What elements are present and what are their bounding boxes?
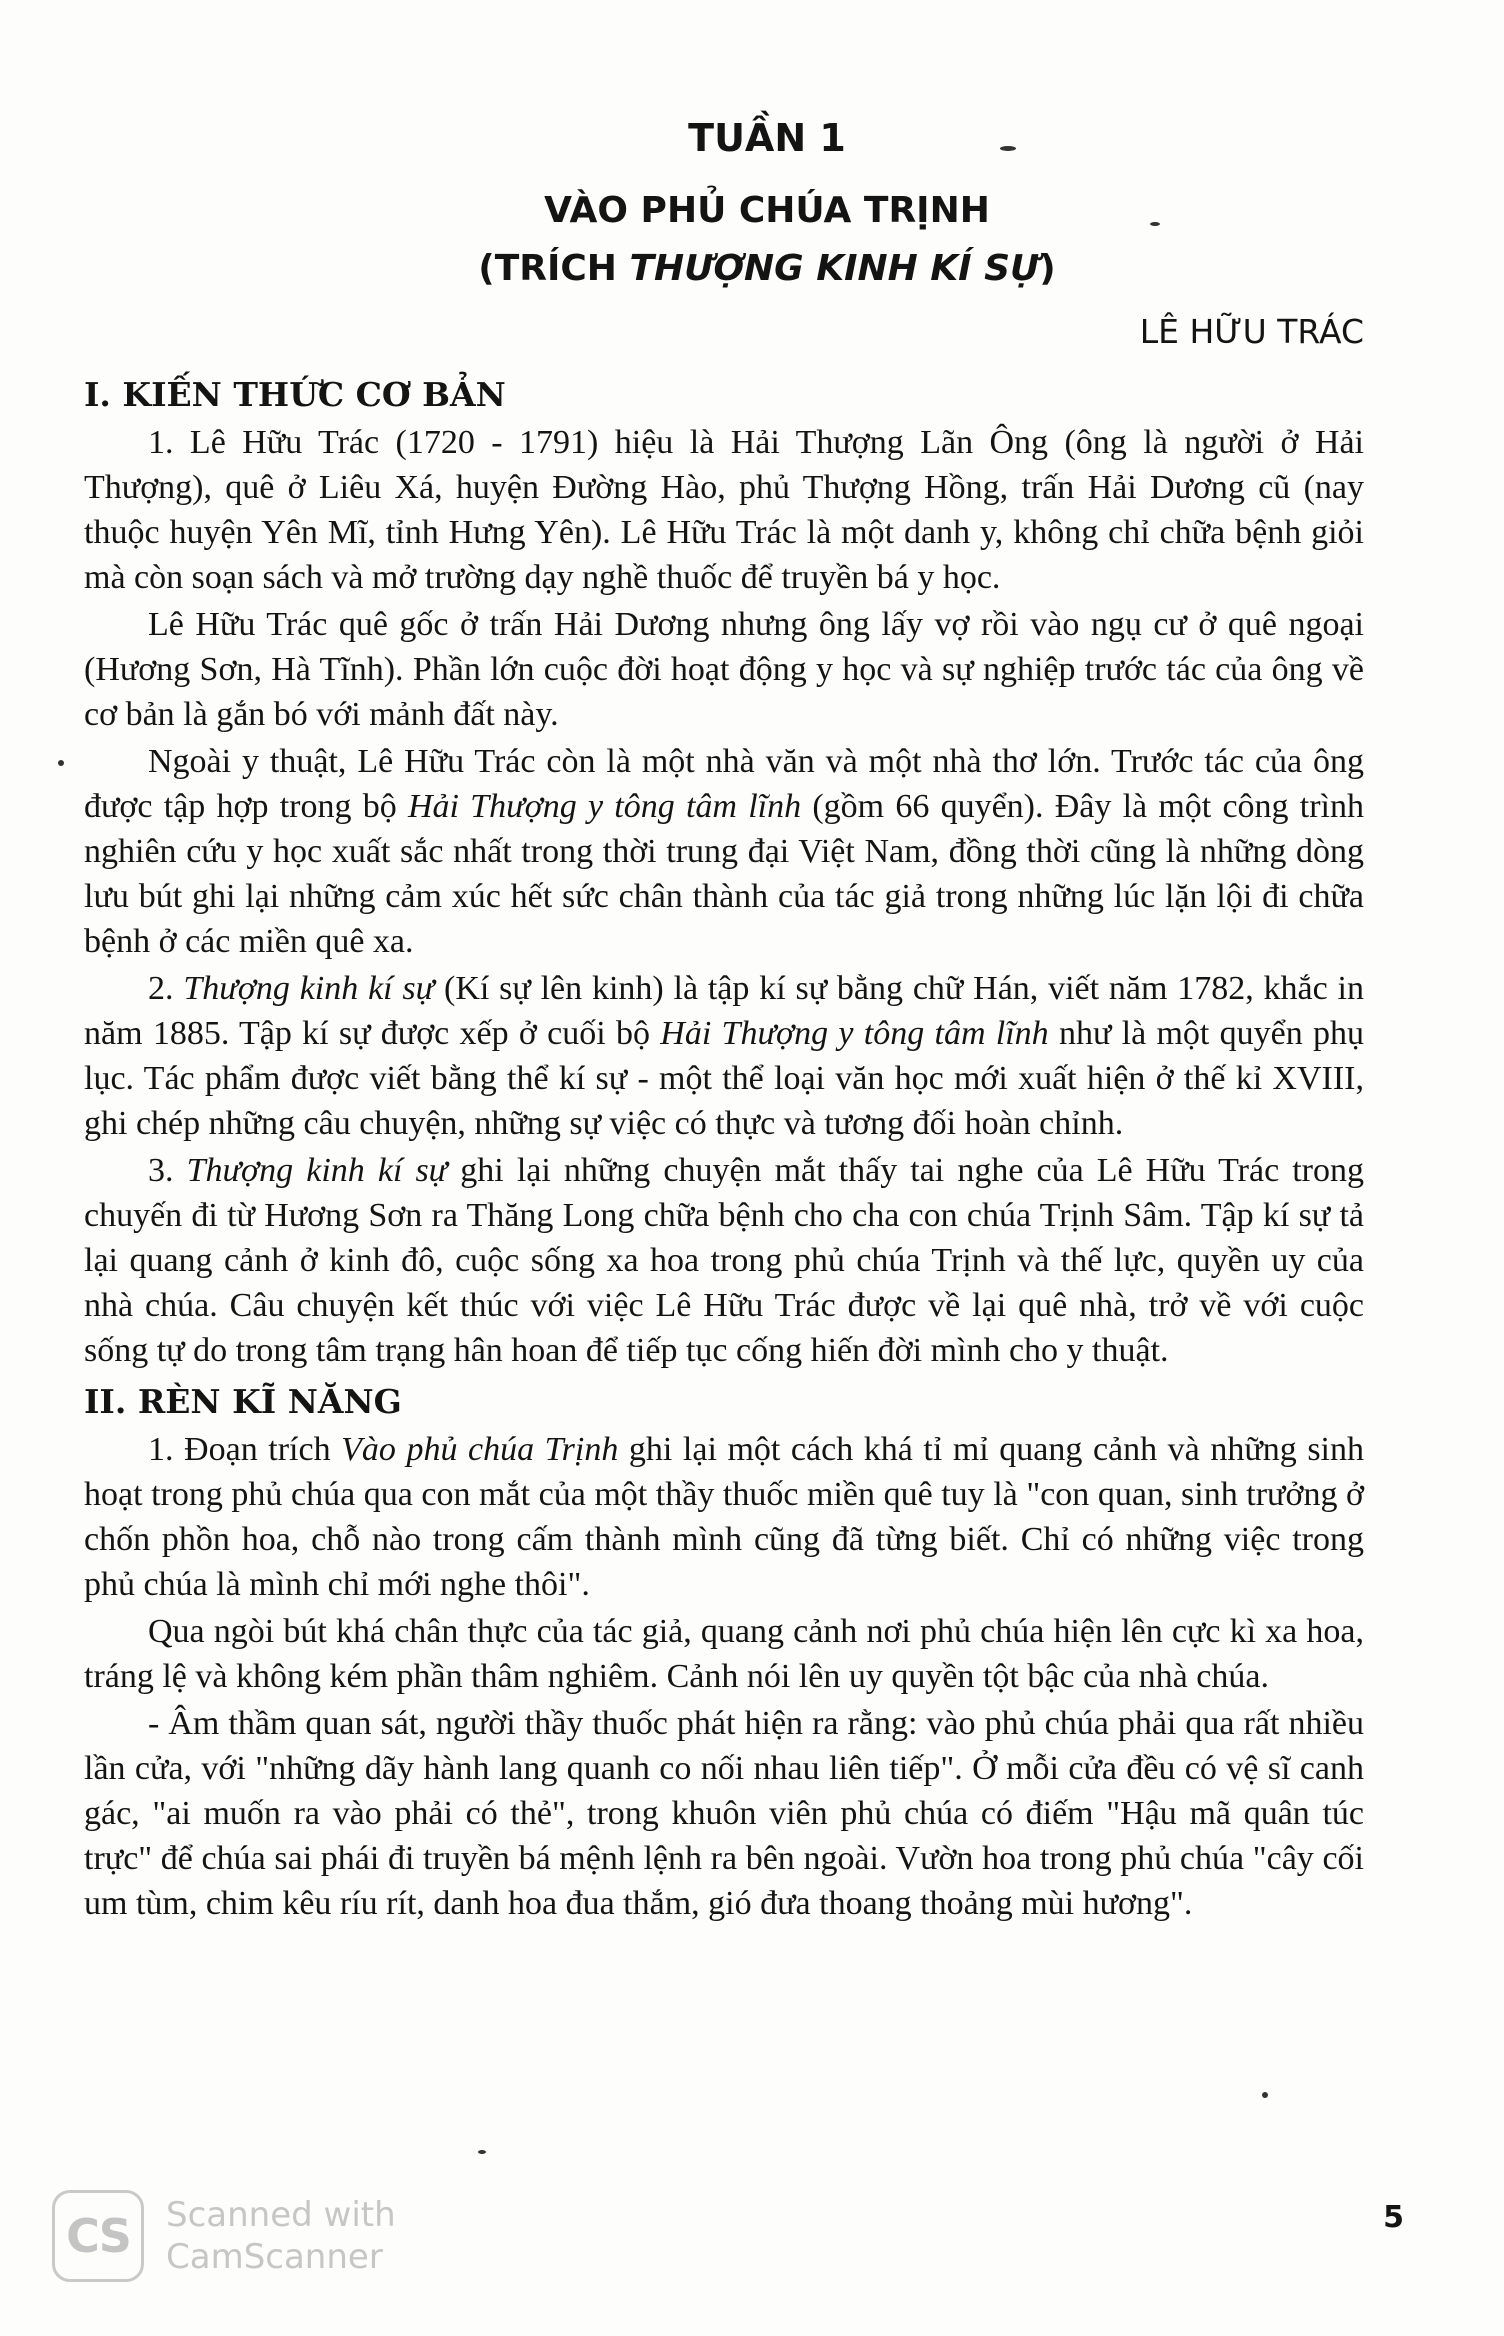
- text-run: ghi lại những chuyện mắt thấy tai nghe của Lê Hữu Trác trong chuyến đi từ Hương Sơn ra Thăng Long chữa bệnh cho cha con chúa Trịnh Sâm. Tập kí sự tả lại quang cảnh ở kinh đô, cuộc sống xa hoa trong phủ chúa Trịnh và thế lực, quyền uy của nhà chúa. Câu chuyện kết thúc với việc Lê Hữu Trác được về lại quê nhà, trở về với cuộc sống tự do trong tâm trạng hân hoan để tiếp tục cống hiến đời mình cho y thuật.: [84, 1152, 1365, 1369]
- section-2-paragraph-2: Qua ngòi bút khá chân thực của tác giả, quang cảnh nơi phủ chúa hiện lên cực kì xa hoa, tráng lệ và không kém phần thâm nghiêm. Cảnh nói lên uy quyền tột bậc của nhà chúa.: [84, 1613, 1364, 1695]
- lesson-title: VÀO PHỦ CHÚA TRỊNH: [544, 190, 990, 231]
- section-1-paragraph-1: 1. Lê Hữu Trác (1720 - 1791) hiệu là Hải Thượng Lãn Ông (ông là người ở Hải Thượng), quê ở Liêu Xá, huyện Đường Hào, phủ Thượng Hồng, trấn Hải Dương cũ (nay thuộc huyện Yên Mĩ, tỉnh Hưng Yên). Lê Hữu Trác là một danh y, không chỉ chữa bệnh giỏi mà còn soạn sách và mở trường dạy nghề thuốc để truyền bá y học.: [84, 424, 1364, 596]
- book-title: Thượng kinh kí sự: [183, 970, 435, 1007]
- page-number: 5: [1383, 2200, 1404, 2235]
- item-number: 2.: [148, 970, 184, 1007]
- camscanner-logo-icon: CS: [52, 2190, 144, 2282]
- author-name: LÊ HỮU TRÁC: [1139, 312, 1364, 351]
- book-title: Hải Thượng y tông tâm lĩnh: [407, 788, 802, 825]
- section-2-paragraph-3: - Âm thầm quan sát, người thầy thuốc phát hiện ra rằng: vào phủ chúa phải qua rất nhiều lần cửa, với "những dãy hành lang quanh co nối nhau liên tiếp". Ở mỗi cửa đều có vệ sĩ canh gác, "ai muốn ra vào phải có thẻ", trong khuôn viên phủ chúa có điếm "Hậu mã quân túc trực" để chúa sai phái đi truyền bá mệnh lệnh ra bên ngoài. Vườn hoa trong phủ chúa "cây cối um tùm, chim kêu ríu rít, danh hoa đua thắm, gió đưa thoang thoảng mùi hương".: [84, 1705, 1364, 1922]
- scan-speck: [1150, 222, 1160, 226]
- watermark-line-2: CamScanner: [166, 2237, 383, 2277]
- section-1-paragraph-4: [84, 966, 1364, 1146]
- section-2-paragraph-1: [84, 1427, 1364, 1607]
- week-label: TUẦN 1: [688, 116, 846, 160]
- text-run: (Kí sự lên kinh) là tập kí sự bằng chữ Hán, viết năm 1782, khắc in năm 1885. Tập kí sự được xếp ở cuối bộ: [84, 970, 1364, 1052]
- section-1-paragraph-3: [84, 739, 1364, 964]
- book-title: Thượng kinh kí sự: [186, 1152, 448, 1189]
- excerpt-title: Vào phủ chúa Trịnh: [341, 1431, 619, 1468]
- section-1-heading: I. KIẾN THỨC CƠ BẢN: [84, 375, 506, 414]
- item-number: 3.: [148, 1152, 187, 1189]
- subtitle-suffix: ): [1039, 248, 1056, 289]
- text-run: Ngoài y thuật, Lê Hữu Trác còn là một nhà văn và một nhà thơ lớn. Trước tác của ông được tập hợp trong bộ: [84, 743, 1364, 825]
- watermark-text: [166, 2194, 396, 2278]
- section-1-paragraph-5: [84, 1148, 1364, 1373]
- text-run: ghi lại một cách khá tỉ mỉ quang cảnh và những sinh hoạt trong phủ chúa qua con mắt của một thầy thuốc miền quê tuy là "con quan, sinh trưởng ở chốn phồn hoa, chỗ nào trong cấm thành mình cũng đã từng biết. Chỉ có những việc trong phủ chúa là mình chỉ mới nghe thôi".: [84, 1431, 1364, 1603]
- heading-block: [0, 112, 1504, 296]
- subtitle-prefix: (TRÍCH: [478, 248, 630, 289]
- text-run: 1. Đoạn trích: [148, 1431, 342, 1468]
- camscanner-watermark: [52, 2190, 396, 2282]
- scan-speck: [1000, 146, 1016, 151]
- book-title: Hải Thượng y tông tâm lĩnh: [660, 1015, 1049, 1052]
- lesson-subtitle: [30, 242, 1504, 296]
- scan-speck: [1262, 2092, 1268, 2098]
- text-run: như là một quyển phụ lục. Tác phẩm được viết bằng thể kí sự - một thể loại văn học mới xuất hiện ở thế kỉ XVIII, ghi chép những câu chuyện, những sự việc có thực và tương đối hoàn chỉnh.: [84, 1015, 1365, 1142]
- body-content: [84, 370, 1364, 1926]
- section-2-heading: II. RÈN KĨ NĂNG: [84, 1382, 402, 1421]
- watermark-line-1: Scanned with: [166, 2195, 396, 2235]
- section-1-paragraph-2: Lê Hữu Trác quê gốc ở trấn Hải Dương nhưng ông lấy vợ rồi vào ngụ cư ở quê ngoại (Hương Sơn, Hà Tĩnh). Phần lớn cuộc đời hoạt động y học và sự nghiệp trước tác của ông về cơ bản là gắn bó với mảnh đất này.: [84, 606, 1364, 733]
- text-run: (gồm 66 quyển). Đây là một công trình nghiên cứu y học xuất sắc nhất trong thời trung đại Việt Nam, đồng thời cũng là những dòng lưu bút ghi lại những cảm xúc hết sức chân thành của tác giả trong những lúc lặn lội đi chữa bệnh ở các miền quê xa.: [84, 788, 1364, 960]
- scan-speck: [478, 2150, 486, 2154]
- subtitle-italic: THƯỢNG KINH KÍ SỰ: [629, 248, 1040, 289]
- scan-speck: [58, 760, 64, 766]
